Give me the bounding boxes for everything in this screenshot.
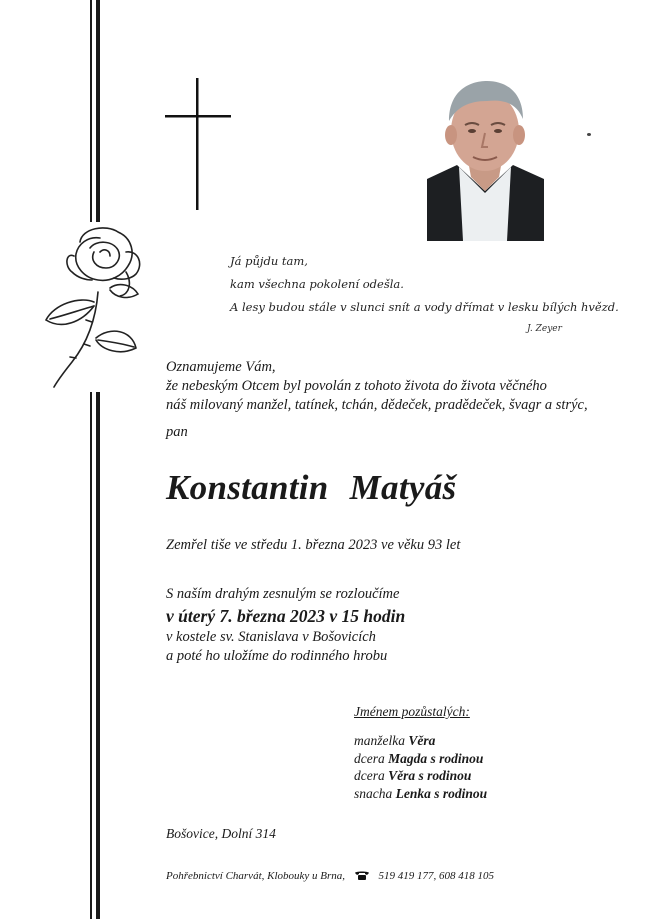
mourners-list [354, 732, 487, 802]
poem-line: kam všechna pokolení odešla. [230, 277, 404, 291]
portrait-photo [427, 79, 544, 241]
last-name: Matyáš [349, 468, 457, 507]
mourner-item: manželka Věra [354, 733, 436, 748]
poem-author: J. Zeyer [527, 324, 562, 334]
announcement-line: náš milovaný manžel, tatínek, tchán, dědeček, pradědeček, švagr a strýc, [166, 397, 588, 413]
announcement-line: Oznamujeme Vám, [166, 359, 276, 375]
funeral-company: Pohřebnictví Charvát, Klobouky u Brna, [166, 870, 346, 882]
announcement [166, 358, 588, 415]
mourner-item: snacha Lenka s rodinou [354, 785, 488, 801]
poem-line: A lesy budou stále v slunci snít a vody dřímat v lesku bílých hvězd. [230, 300, 619, 314]
first-name: Konstantin [166, 468, 329, 507]
phone-numbers: 519 419 177, 608 418 105 [378, 870, 495, 882]
mourner-item: dcera Věra s rodinou [354, 768, 472, 783]
deceased-name [166, 468, 456, 508]
border-line-thin [90, 0, 92, 919]
speck-mark [587, 133, 591, 136]
border-line-thick [96, 0, 100, 919]
death-notice: Zemřel tiše ve středu 1. března 2023 ve věku 93 let [166, 537, 461, 553]
funeral-intro: S naším drahým zesnulým se rozloučíme [166, 586, 400, 602]
announcement-line: že nebeským Otcem byl povolán z tohoto života do života věčného [166, 378, 547, 394]
rose-icon [40, 222, 150, 392]
footer [166, 870, 494, 882]
honorific: pan [166, 424, 188, 440]
address: Bošovice, Dolní 314 [166, 826, 276, 841]
funeral-datetime: v úterý 7. března 2023 v 15 hodin [166, 606, 406, 626]
mourners-heading: Jménem pozůstalých: [354, 704, 470, 719]
phone-icon [354, 870, 370, 880]
funeral-place: v kostele sv. Stanislava v Bošovicích [166, 629, 376, 645]
funeral-info [166, 585, 405, 666]
cross-icon [165, 78, 231, 210]
poem [230, 250, 619, 319]
poem-line: Já půjdu tam, [230, 254, 308, 268]
funeral-burial: a poté ho uložíme do rodinného hrobu [166, 648, 388, 664]
mourner-item: dcera Magda s rodinou [354, 750, 484, 766]
